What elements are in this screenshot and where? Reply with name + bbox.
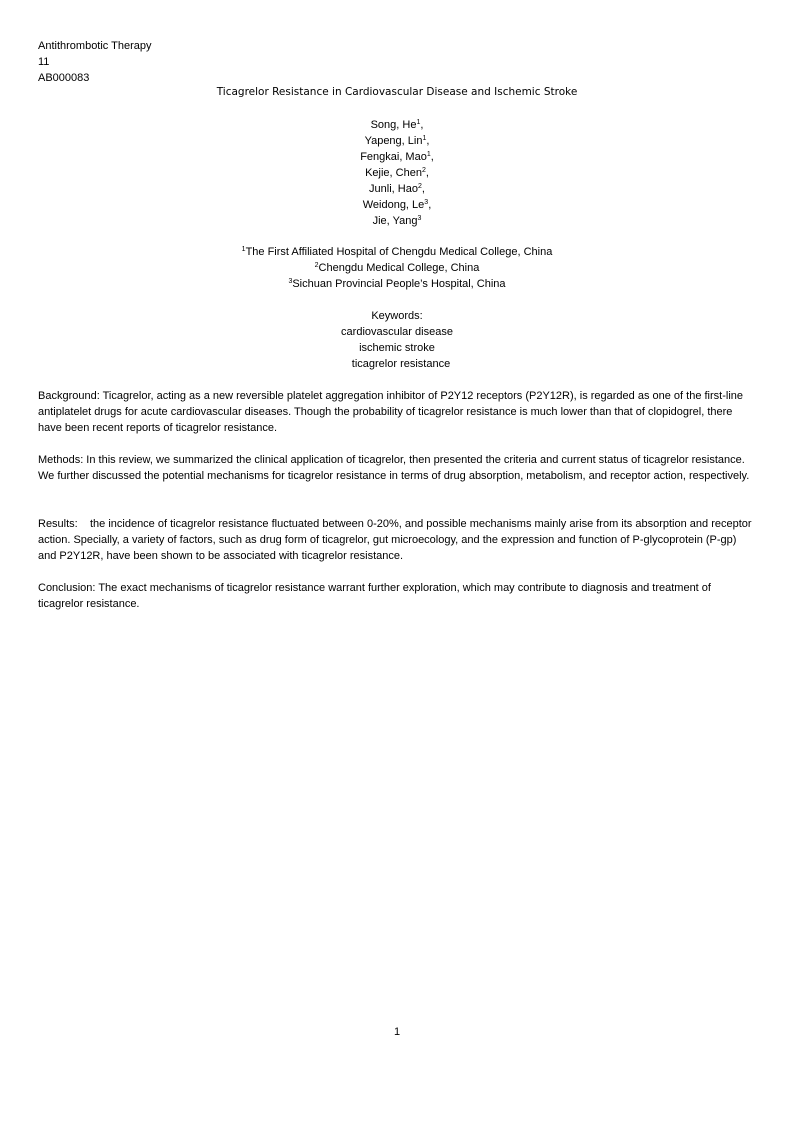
abstract-conclusion [38,580,754,612]
author-affiliation-mark: 1 [426,151,431,158]
keywords-label: Keywords: [371,310,423,322]
affiliation-mark: 2 [314,262,319,269]
journal-name: Antithrombotic Therapy [38,40,152,52]
author-separator: , [426,135,430,147]
affiliation-mark: 1 [241,246,246,253]
keywords-section [0,308,794,372]
affiliation-text: Sichuan Provincial People’s Hospital, China [292,278,506,290]
author-name: Yapeng, Lin [364,135,423,147]
abstract-results [38,516,754,564]
affiliation-mark: 3 [288,278,293,285]
author-name: Kejie, Chen [365,167,422,179]
keyword-item: ticagrelor resistance [351,358,451,370]
document-header [38,38,152,86]
author-separator: , [420,119,424,131]
affiliation-list [0,244,794,292]
section-text: Ticagrelor, acting as a new reversible platelet aggregation inhibitor of P2Y12 receptors (P2Y12R), is regarded as one of the first-line antiplatelet drugs for acute cardiovascular diseases. Though the probability of ticagrelor resistance is much lower than that of clopidogrel, there have been recent reports of ticagrelor resistance. [38,390,744,434]
author-entry [0,181,794,197]
abstract-methods [38,452,754,484]
author-affiliation-mark: 3 [417,215,422,222]
author-entry [0,117,794,133]
keyword-item: ischemic stroke [359,342,435,354]
author-affiliation-mark: 3 [424,199,429,206]
affiliation-entry [0,276,794,292]
section-label: Background: [38,390,100,402]
section-text: the incidence of ticagrelor resistance fluctuated between 0-20%, and possible mechanisms mainly arise from its absorption and receptor action. Specially, a variety of factors, such as drug form of ticagrelor, gut microecology, and the expression and function of P-glycoprotein (P-gp) and P2Y12R, have been shown to be associated with ticagrelor resistance. [38,518,755,562]
abstract-background [38,388,754,436]
section-label: Methods: [38,454,84,466]
author-separator: , [425,167,429,179]
author-separator: , [428,199,432,211]
author-entry [0,149,794,165]
author-entry [0,213,794,229]
section-text: The exact mechanisms of ticagrelor resistance warrant further exploration, which may contribute to diagnosis and treatment of ticagrelor resistance. [38,582,711,610]
author-name: Junli, Hao [369,183,418,195]
author-name: Fengkai, Mao [360,151,427,163]
section-label: Results: [38,518,78,530]
author-affiliation-mark: 1 [416,119,421,126]
author-name: Jie, Yang [372,215,418,227]
author-affiliation-mark: 2 [417,183,422,190]
issue-number: 11 [38,56,50,68]
author-affiliation-mark: 1 [422,135,427,142]
author-name: Song, He [370,119,417,131]
author-separator: , [421,183,425,195]
affiliation-entry [0,244,794,260]
affiliation-entry [0,260,794,276]
author-list [0,117,794,229]
page-number: 1 [393,1026,401,1038]
author-affiliation-mark: 2 [421,167,426,174]
section-label: Conclusion: [38,582,96,594]
keyword-item: cardiovascular disease [341,326,453,338]
paper-title: Ticagrelor Resistance in Cardiovascular Disease and Ischemic Stroke [216,86,578,98]
affiliation-text: The First Affiliated Hospital of Chengdu Medical College, China [245,246,553,258]
affiliation-text: Chengdu Medical College, China [318,262,480,274]
author-entry [0,133,794,149]
abstract-id: AB000083 [38,72,90,84]
section-text: In this review, we summarized the clinical application of ticagrelor, then presented the criteria and current status of ticagrelor resistance. We further discussed the potential mechanisms for ticagrelor resistance in terms of drug absorption, metabolism, and receptor action, respectively. [38,454,750,482]
author-name: Weidong, Le [362,199,425,211]
author-entry [0,165,794,181]
author-entry [0,197,794,213]
author-separator: , [430,151,434,163]
